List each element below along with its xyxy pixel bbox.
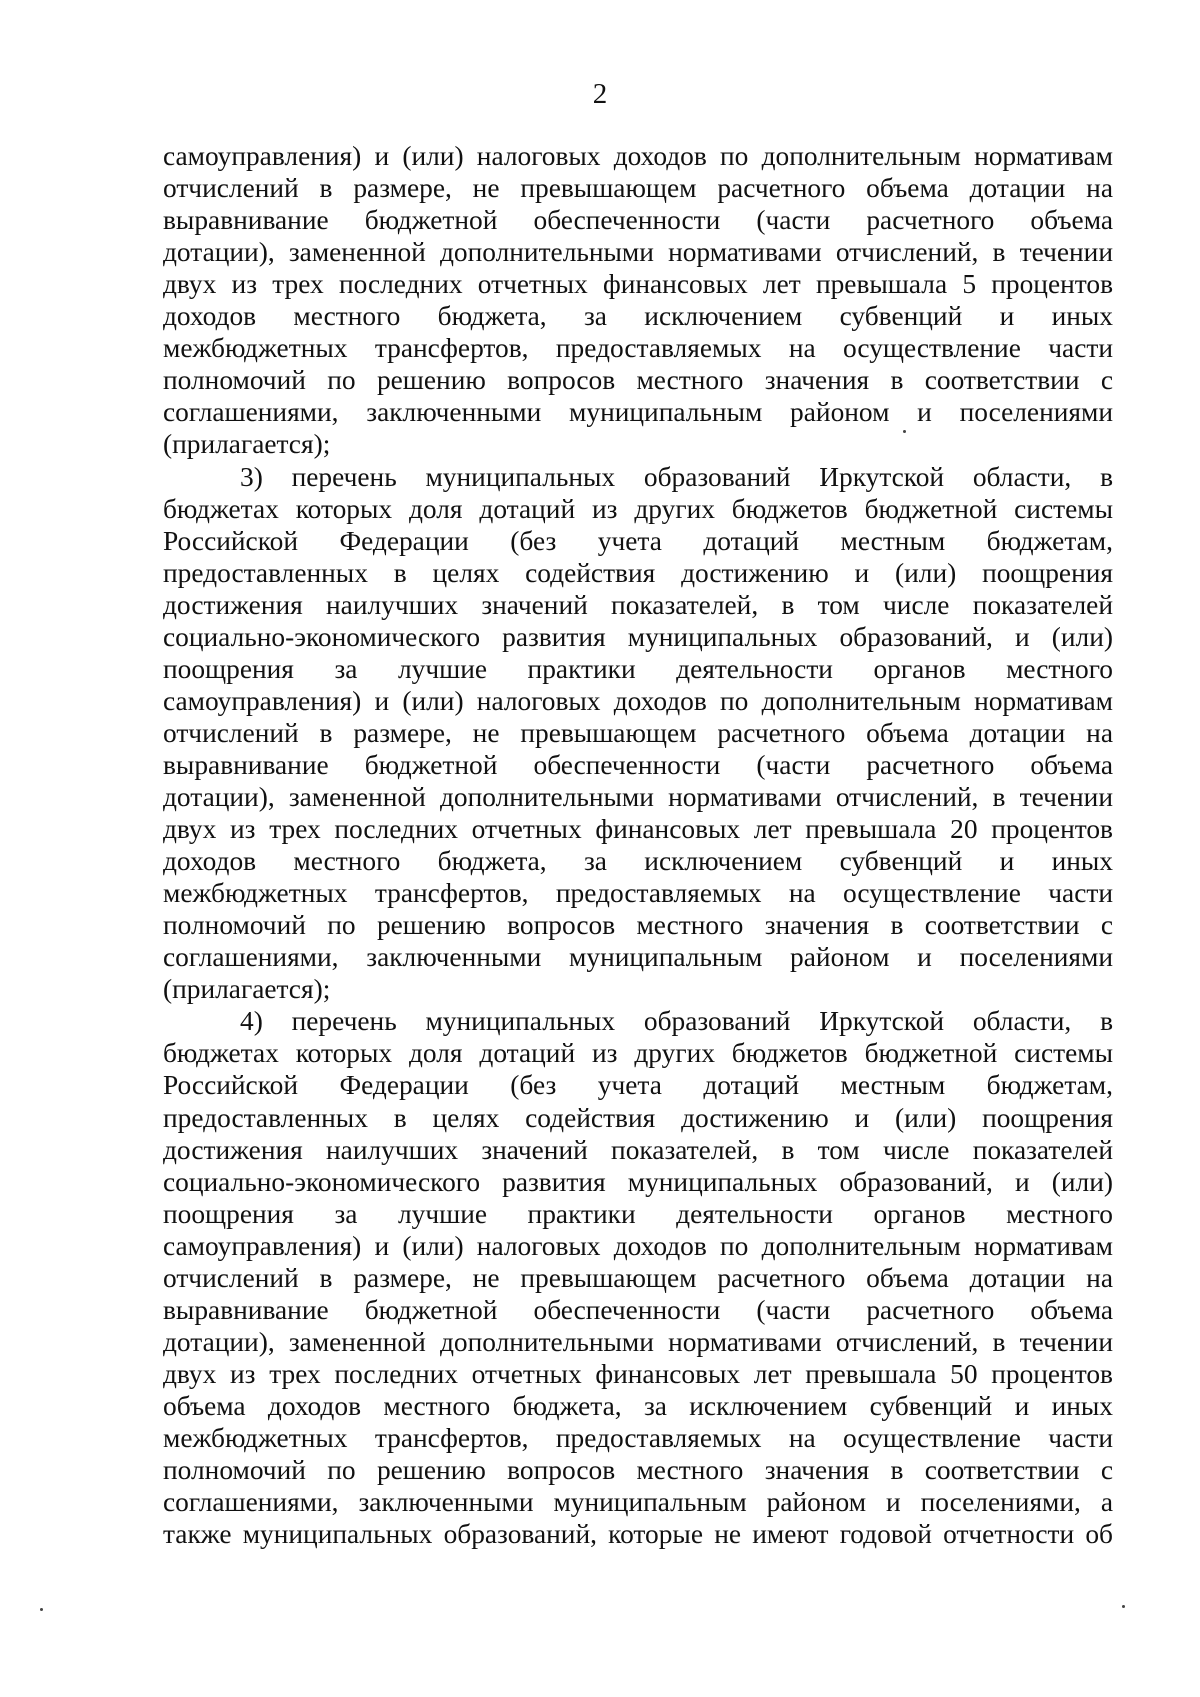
text-line: отчислений в размере, не превышающем расчетного объема дотации на: [163, 717, 1113, 748]
text-line: соглашениями, заключенными муниципальным районом и поселениями, а: [163, 1487, 1113, 1518]
text-line: достижения наилучших значений показателей, в том числе показателей: [163, 589, 1113, 620]
text-line: бюджетах которых доля дотаций из других бюджетов бюджетной системы: [163, 1038, 1113, 1069]
text-line: поощрения за лучшие практики деятельности органов местного: [163, 653, 1113, 684]
text-line: межбюджетных трансфертов, предоставляемых на осуществление части: [163, 878, 1113, 909]
text-line: межбюджетных трансфертов, предоставляемых на осуществление части: [163, 333, 1113, 364]
scan-speck: [903, 430, 906, 433]
text-line: поощрения за лучшие практики деятельности органов местного: [163, 1198, 1113, 1229]
text-line: самоуправления) и (или) налоговых доходов по дополнительным нормативам: [163, 685, 1113, 716]
text-line: достижения наилучших значений показателей, в том числе показателей: [163, 1134, 1113, 1165]
text-line: полномочий по решению вопросов местного значения в соответствии с: [163, 910, 1113, 941]
text-line: самоуправления) и (или) налоговых доходов по дополнительным нормативам: [163, 1230, 1113, 1261]
text-line: двух из трех последних отчетных финансовых лет превышала 20 процентов: [163, 814, 1113, 844]
scan-speck: [40, 1608, 43, 1611]
text-line: доходов местного бюджета, за исключением субвенций и иных: [163, 301, 1113, 332]
text-line: (прилагается);: [163, 974, 331, 1005]
text-line: двух из трех последних отчетных финансовых лет превышала 50 процентов: [163, 1358, 1113, 1389]
text-line: 4) перечень муниципальных образований Иркутской области, в: [240, 1006, 1113, 1037]
page-number: 2: [592, 78, 608, 110]
text-line: выравнивание бюджетной обеспеченности (части расчетного объема: [163, 205, 1113, 236]
text-line: предоставленных в целях содействия достижению и (или) поощрения: [163, 557, 1113, 588]
text-line: дотации), замененной дополнительными нормативами отчислений, в течении: [163, 237, 1113, 268]
text-line: 3) перечень муниципальных образований Иркутской области, в: [240, 461, 1113, 492]
text-line: выравнивание бюджетной обеспеченности (части расчетного объема: [163, 749, 1113, 780]
text-line: полномочий по решению вопросов местного значения в соответствии с: [163, 1455, 1113, 1485]
text-line: предоставленных в целях содействия достижению и (или) поощрения: [163, 1102, 1113, 1133]
text-line: двух из трех последних отчетных финансовых лет превышала 5 процентов: [163, 269, 1113, 300]
scan-speck: [1122, 1605, 1125, 1608]
text-line: Российской Федерации (без учета дотаций местным бюджетам,: [163, 525, 1113, 556]
text-line: отчислений в размере, не превышающем расчетного объема дотации на: [163, 173, 1113, 204]
text-line: Российской Федерации (без учета дотаций местным бюджетам,: [163, 1070, 1113, 1101]
text-line: самоуправления) и (или) налоговых доходов по дополнительным нормативам: [163, 141, 1113, 171]
text-line: дотации), замененной дополнительными нормативами отчислений, в течении: [163, 1326, 1113, 1357]
text-line: выравнивание бюджетной обеспеченности (части расчетного объема: [163, 1294, 1113, 1325]
text-line: соглашениями, заключенными муниципальным районом и поселениями: [163, 397, 1113, 428]
text-line: бюджетах которых доля дотаций из других бюджетов бюджетной системы: [163, 493, 1113, 524]
text-line: социально-экономического развития муниципальных образований, и (или): [163, 621, 1113, 652]
text-line: соглашениями, заключенными муниципальным районом и поселениями: [163, 942, 1113, 973]
text-line: межбюджетных трансфертов, предоставляемых на осуществление части: [163, 1423, 1113, 1453]
text-line: доходов местного бюджета, за исключением субвенций и иных: [163, 846, 1113, 877]
text-line: (прилагается);: [163, 429, 331, 460]
text-line: также муниципальных образований, которые не имеют годовой отчетности об: [163, 1519, 1113, 1550]
text-line: социально-экономического развития муниципальных образований, и (или): [163, 1166, 1113, 1197]
text-line: отчислений в размере, не превышающем расчетного объема дотации на: [163, 1262, 1113, 1293]
text-line: объема доходов местного бюджета, за исключением субвенций и иных: [163, 1390, 1113, 1421]
text-line: полномочий по решению вопросов местного значения в соответствии с: [163, 365, 1113, 396]
text-line: дотации), замененной дополнительными нормативами отчислений, в течении: [163, 782, 1113, 812]
